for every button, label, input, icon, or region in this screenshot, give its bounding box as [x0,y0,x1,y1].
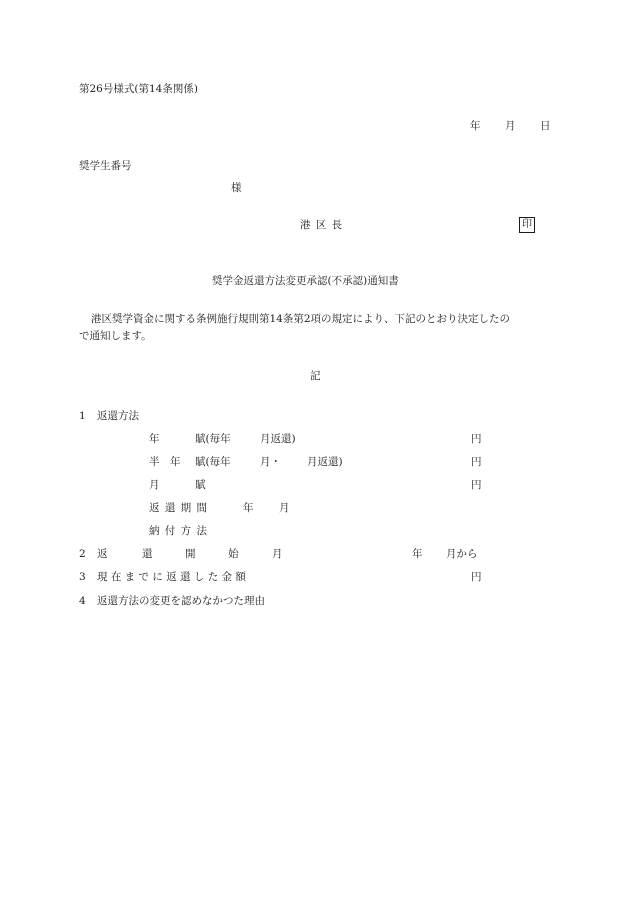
monthly-installment-text: 賦 [195,479,206,491]
item2-number: 2 [79,548,86,560]
date-year-label: 年 [470,120,481,132]
period-year-label: 年 [243,502,254,514]
payment-method-label: 納 付 方 法 [149,525,209,537]
body-text-line2: で通知します。 [79,330,152,342]
item2-char-shi: 始 [228,548,239,560]
item2-month-from: 月から [446,548,478,560]
item3-number: 3 [79,571,86,583]
seal-mark: 印 [519,217,535,233]
item4-number: 4 [79,595,86,607]
semiannual-month2-text: 月返還) [307,456,343,468]
item1-number: 1 [79,410,86,422]
form-number: 第26号様式(第14条関係) [79,83,198,95]
item4-label: 返還方法の変更を認めなかつた理由 [97,595,265,607]
annual-installment-text: 賦(毎年 [195,433,231,445]
monthly-yen: 円 [471,479,482,491]
semiannual-installment-text: 賦(毎年 [195,456,231,468]
item1-label: 返還方法 [97,410,139,422]
semiannual-month1-text: 月・ [260,456,281,468]
annual-month-text: 月返還) [260,433,296,445]
annual-yen: 円 [471,433,482,445]
repayment-period-label: 返 還 期 間 [149,502,209,514]
scholar-number-label: 奨学生番号 [79,160,132,172]
body-text-line1: 港区奨学資金に関する条例施行規則第14条第2項の規定により、下記のとおり決定したの [91,313,511,325]
item2-char-kan: 還 [142,548,153,560]
item2-char-hen: 返 [97,548,108,560]
date-day-label: 日 [540,120,551,132]
document-title: 奨学金返還方法変更承認(不承認)通知書 [212,275,399,287]
item3-label: 現 在 ま で に 返 還 し た 金 額 [97,571,246,583]
item2-char-kai: 開 [185,548,196,560]
item2-char-tsuki: 月 [272,548,283,560]
date-month-label: 月 [505,120,516,132]
honorific-sama: 様 [231,182,242,194]
ki-heading: 記 [310,370,321,382]
semiannual-label: 半 年 [149,456,181,468]
annual-label: 年 [149,433,160,445]
monthly-label: 月 [149,479,160,491]
sender-title: 港 区 長 [300,219,344,231]
item2-year-label: 年 [412,548,423,560]
semiannual-yen: 円 [471,456,482,468]
period-month-label: 月 [279,502,290,514]
item3-yen: 円 [471,571,482,583]
